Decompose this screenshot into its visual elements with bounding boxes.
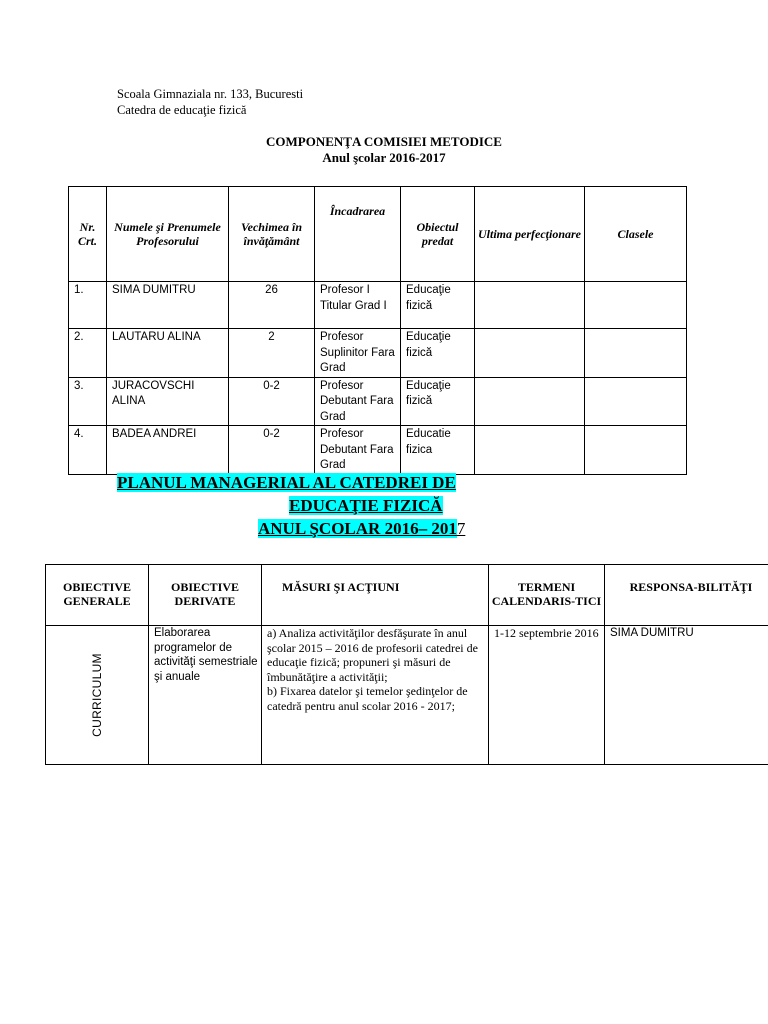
subject: Educaţie fizică bbox=[401, 377, 475, 426]
plan-title-line-2 bbox=[289, 496, 443, 516]
seniority: 0-2 bbox=[229, 377, 315, 426]
general-objective-cell bbox=[46, 626, 149, 765]
deadline: 1-12 septembrie 2016 bbox=[489, 626, 605, 765]
column-header: Clasele bbox=[585, 187, 687, 282]
column-header: Vechimea în învăţământ bbox=[229, 187, 315, 282]
column-header: MĂSURI ŞI ACŢIUNI bbox=[262, 565, 489, 626]
seniority: 0-2 bbox=[229, 426, 315, 475]
last-training bbox=[475, 329, 585, 378]
column-header: Ultima perfecţionare bbox=[475, 187, 585, 282]
measure-a: a) Analiza activităţilor desfăşurate în anul şcolar 2015 – 2016 de profesorii catedrei de educaţie fizică; propuneri şi măsuri de îmbunătăţire a activităţii; bbox=[267, 626, 478, 684]
column-header: TERMENI CALENDARIS-TICI bbox=[489, 565, 605, 626]
column-header: Obiectul predat bbox=[401, 187, 475, 282]
measures-cell bbox=[262, 626, 489, 765]
responsible: SIMA DUMITRU bbox=[605, 626, 768, 765]
table-row bbox=[69, 329, 687, 378]
position: Profesor I Titular Grad I bbox=[315, 282, 401, 329]
managerial-plan-table bbox=[45, 564, 768, 765]
general-objective-wrap bbox=[46, 626, 148, 764]
classes bbox=[585, 329, 687, 378]
classes bbox=[585, 282, 687, 329]
seniority: 26 bbox=[229, 282, 315, 329]
last-training bbox=[475, 377, 585, 426]
derived-objective: Elaborarea programelor de activităţi semestriale şi anuale bbox=[149, 626, 262, 765]
plan-title-text: PLANUL MANAGERIAL AL CATEDREI DE bbox=[117, 473, 456, 492]
column-header: RESPONSA-BILITĂŢI bbox=[605, 565, 768, 626]
plan-header-row bbox=[46, 565, 768, 626]
plan-title-line-3 bbox=[258, 519, 465, 539]
column-header: OBIECTIVE DERIVATE bbox=[149, 565, 262, 626]
plan-title-text: EDUCAŢIE FIZICĂ bbox=[289, 496, 443, 515]
row-number: 3. bbox=[69, 377, 107, 426]
general-objective: CURRICULUM bbox=[89, 653, 104, 737]
teacher-name: SIMA DUMITRU bbox=[107, 282, 229, 329]
subject: Educatie fizica bbox=[401, 426, 475, 475]
school-header bbox=[117, 87, 303, 118]
table-row bbox=[69, 282, 687, 329]
committee-subtitle: Anul şcolar 2016-2017 bbox=[322, 150, 446, 165]
department-name: Catedra de educaţie fizică bbox=[117, 102, 247, 117]
position: Profesor Debutant Fara Grad bbox=[315, 426, 401, 475]
committee-title-block bbox=[0, 134, 768, 166]
classes bbox=[585, 377, 687, 426]
teacher-name: LAUTARU ALINA bbox=[107, 329, 229, 378]
committee-title: COMPONENŢA COMISIEI METODICE bbox=[266, 134, 502, 149]
subject: Educaţie fizică bbox=[401, 282, 475, 329]
classes bbox=[585, 426, 687, 475]
row-number: 1. bbox=[69, 282, 107, 329]
row-number: 2. bbox=[69, 329, 107, 378]
school-name: Scoala Gimnaziala nr. 133, Bucuresti bbox=[117, 87, 304, 101]
last-training bbox=[475, 282, 585, 329]
row-number: 4. bbox=[69, 426, 107, 475]
subject: Educaţie fizică bbox=[401, 329, 475, 378]
table-row bbox=[69, 377, 687, 426]
column-header: Numele şi Prenumele Profesorului bbox=[107, 187, 229, 282]
seniority: 2 bbox=[229, 329, 315, 378]
column-header: Nr. Crt. bbox=[69, 187, 107, 282]
last-training bbox=[475, 426, 585, 475]
column-header: OBIECTIVE GENERALE bbox=[46, 565, 149, 626]
table-row bbox=[46, 626, 768, 765]
table-row bbox=[69, 426, 687, 475]
plan-title-line-1 bbox=[117, 473, 456, 493]
measure-b: b) Fixarea datelor şi temelor şedinţelor de catedră pentru anul scolar 2016 - 2017; bbox=[267, 684, 468, 713]
column-header: Încadrarea bbox=[315, 187, 401, 282]
position: Profesor Suplinitor Fara Grad bbox=[315, 329, 401, 378]
teacher-name: JURACOVSCHI ALINA bbox=[107, 377, 229, 426]
teacher-name: BADEA ANDREI bbox=[107, 426, 229, 475]
plan-title-tail: 7 bbox=[456, 519, 466, 538]
position: Profesor Debutant Fara Grad bbox=[315, 377, 401, 426]
committee-table bbox=[68, 186, 687, 475]
plan-title-text: ANUL ŞCOLAR 2016– 201 bbox=[258, 519, 457, 538]
committee-header-row bbox=[69, 187, 687, 282]
